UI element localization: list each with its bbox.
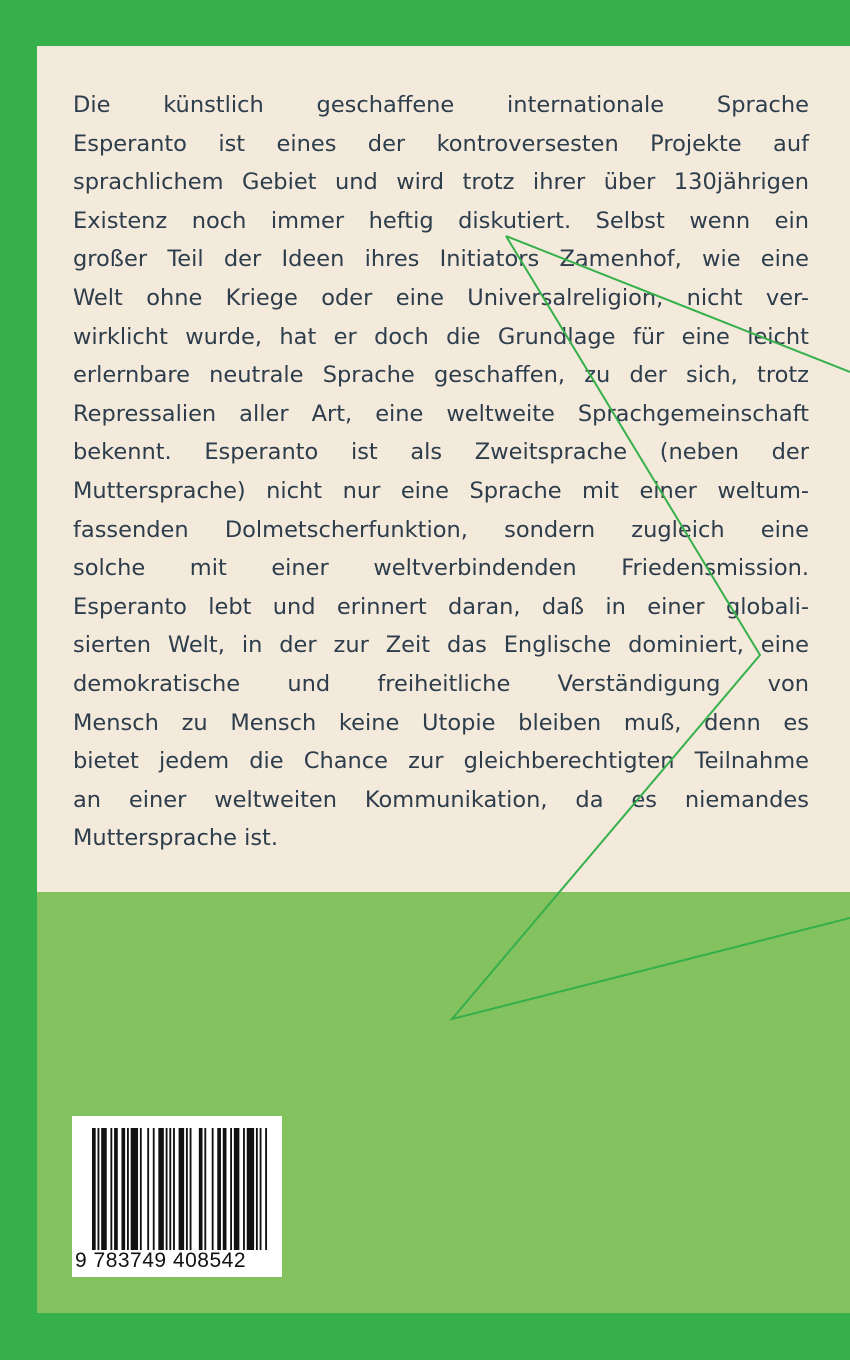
blurb-line: bekennt. Esperanto ist als Zweitsprache (neben der — [73, 439, 809, 466]
barcode-bar — [234, 1128, 240, 1250]
blurb-line: an einer weltweiten Kommunikation, da es niemandes — [73, 786, 809, 813]
barcode-bar — [110, 1128, 112, 1250]
barcode-bar — [186, 1128, 188, 1250]
barcode-bar — [101, 1128, 107, 1250]
blurb-line: Muttersprache) nicht nur eine Sprache mit einer weltum- — [73, 477, 809, 504]
barcode-bar — [147, 1128, 149, 1250]
isbn-number: 9 783749 408542 — [75, 1249, 246, 1272]
blurb-line: erlernbare neutrale Sprache geschaffen, zu der sich, trotz — [73, 362, 809, 389]
blurb-line: fassenden Dolmetscherfunktion, sondern zugleich eine — [73, 516, 809, 543]
barcode-bar — [247, 1128, 254, 1250]
barcode-bar — [217, 1128, 221, 1250]
barcode-bar — [230, 1128, 232, 1250]
barcode-bar — [179, 1128, 185, 1250]
barcode-bar — [153, 1128, 155, 1250]
barcode-bar — [212, 1128, 214, 1250]
blurb-line: Existenz noch immer heftig diskutiert. Selbst wenn ein — [73, 207, 809, 234]
blurb-line: bietet jedem die Chance zur gleichberechtigten Teilnahme — [73, 748, 809, 775]
barcode-bar — [204, 1128, 206, 1250]
barcode-bar — [173, 1128, 175, 1250]
blurb-line: Muttersprache ist. — [73, 825, 279, 852]
barcode-bar — [114, 1128, 118, 1250]
blurb-line: Welt ohne Kriege oder eine Universalreligion, nicht ver- — [73, 284, 809, 311]
barcode-bar — [243, 1128, 245, 1250]
blurb-line: solche mit einer weltverbindenden Friedensmission. — [73, 555, 809, 582]
barcode-bar — [92, 1128, 96, 1250]
blurb-line: sprachlichem Gebiet und wird trotz ihrer über 130jährigen — [73, 169, 809, 196]
barcode-bar — [265, 1128, 267, 1250]
blurb-line: demokratische und freiheitliche Verständigung von — [73, 670, 809, 697]
barcode-bar — [121, 1128, 125, 1250]
barcode-bar — [169, 1128, 171, 1250]
blurb-line: wirklicht wurde, hat er doch die Grundlage für eine leicht — [73, 323, 809, 350]
barcode-bar — [127, 1128, 129, 1250]
blurb-line: großer Teil der Ideen ihres Initiators Zamenhof, wie eine — [73, 246, 809, 273]
blurb-line: Repressalien aller Art, eine weltweite Sprachgemeinschaft — [73, 400, 809, 427]
barcode-bar — [131, 1128, 138, 1250]
barcode-bar — [166, 1128, 168, 1250]
barcode-bar — [223, 1128, 227, 1250]
barcode-bar — [190, 1128, 192, 1250]
blurb-line: sierten Welt, in der zur Zeit das Englische dominiert, eine — [73, 632, 809, 659]
barcode — [72, 1116, 282, 1277]
barcode-bar — [158, 1128, 164, 1250]
barcode-bar — [140, 1128, 142, 1250]
barcode-bars — [92, 1128, 267, 1250]
blurb-line: Esperanto ist eines der kontroversesten Projekte auf — [73, 130, 809, 157]
barcode-bar — [256, 1128, 258, 1250]
back-cover-blurb — [73, 86, 809, 858]
blurb-line: Mensch zu Mensch keine Utopie bleiben muß, denn es — [73, 709, 809, 736]
barcode-bar — [98, 1128, 100, 1250]
barcode-bar — [199, 1128, 203, 1250]
barcode-bar — [260, 1128, 262, 1250]
blurb-line: Die künstlich geschaffene internationale Sprache — [73, 92, 809, 118]
blurb-line: Esperanto lebt und erinnert daran, daß in einer globali- — [73, 593, 809, 620]
